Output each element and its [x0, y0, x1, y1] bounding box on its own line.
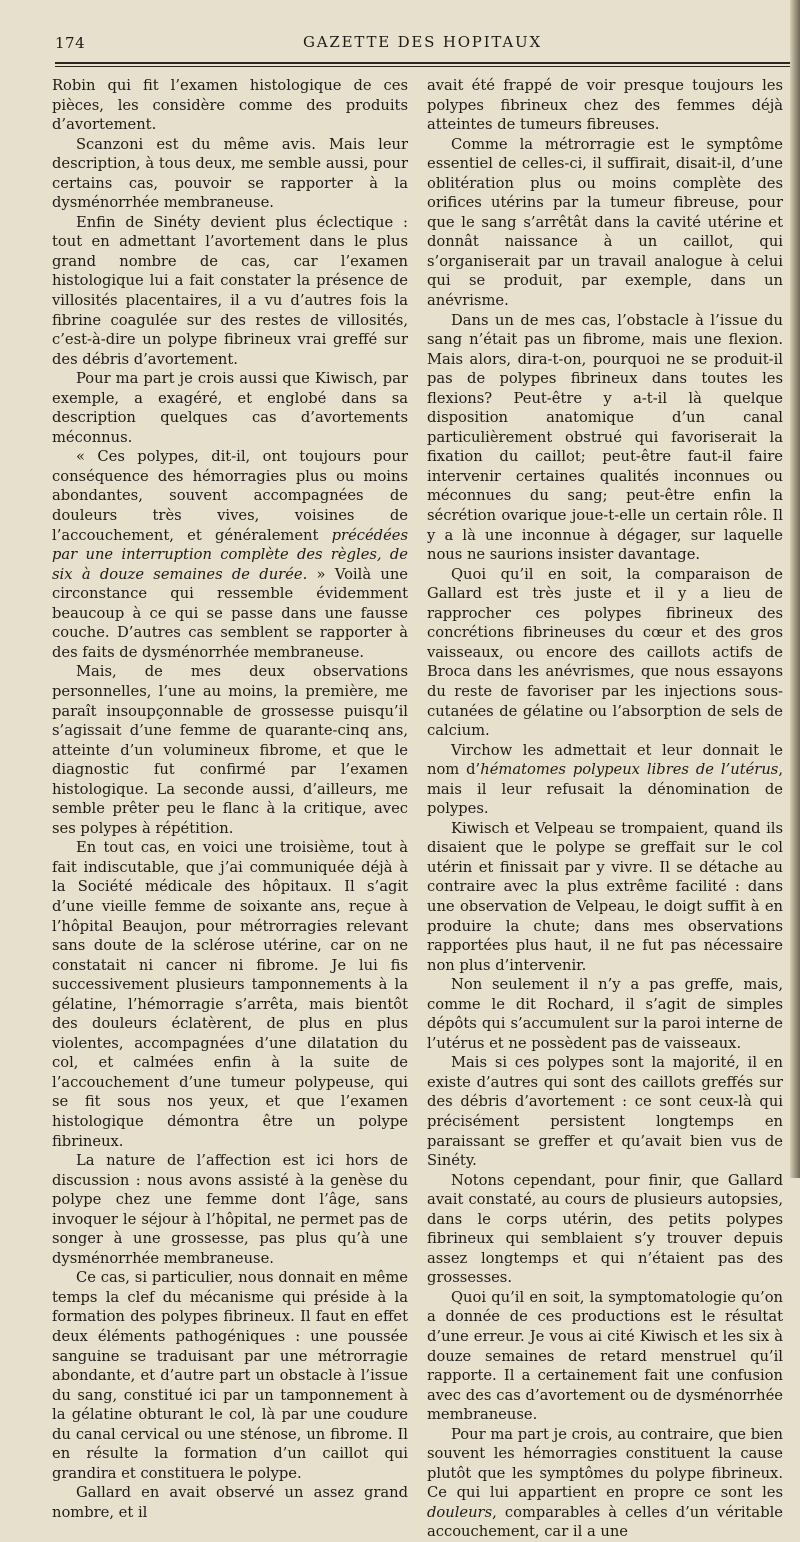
paragraph: Notons cependant, pour finir, que Gallard avait constaté, au cours de plusieurs autopsies, dans le corps utérin, des petits polypes fibrineux qui semblaient s’y trouver depuis assez longtemps et qui n’étaient pas des grossesses.	[427, 1171, 783, 1287]
paragraph: Pour ma part je crois aussi que Kiwisch, par exemple, a exagéré, et englobé dans sa description quelques cas d’avortements méconnus.	[52, 370, 408, 446]
paragraph: La nature de l’affection est ici hors de discussion : nous avons assisté à la genèse du polype chez une femme dont l’âge, sans invoquer le séjour à l’hôpital, ne permet pas de songer à une grossesse, pas plus qu’à une dysménorrhée membraneuse.	[52, 1152, 408, 1267]
paragraph: Kiwisch et Velpeau se trompaient, quand ils disaient que le polype se greffait sur le col utérin et finissait par y vivre. Il se détache au contraire avec la plus extrême facilité : dans une observation de Velpeau, le doigt suffit à en produire la chute; dans mes observations rapportées plus haut, il ne fut pas nécessaire non plus d’intervenir.	[427, 819, 783, 974]
header-rule	[55, 62, 790, 64]
paragraph: Mais si ces polypes sont la majorité, il en existe d’autres qui sont des caillots greffés sur des débris d’avortement : ce sont ceux-là qui précisément persistent longtemps en paraissant se greffer et qu’avait bien vus de Sinéty.	[427, 1054, 783, 1170]
paragraph: Quoi qu’il en soit, la symptomatologie qu’on a donnée de ces productions est le résultat d’une erreur. Je vous ai cité Kiwisch et les six à douze semaines de retard menstruel qu’il rapporte. Il a certainement fait une confusion avec des cas d’avortement ou de dysménorrhée membraneuse.	[427, 1288, 783, 1424]
paragraph: « Ces polypes, dit-il, ont toujours pour conséquence des hémorragies plus ou moins abondantes, souvent accompagnées de douleurs très vives, voisines de l’accouchement, et généralement précédées par une interruption complète des règles, de six à douze semaines de durée. » Voilà une circonstance qui ressemble évidemment beaucoup à ce qui se passe dans une fausse couche. D’autres cas semblent se rapporter à des faits de dysménorrhée membraneuse.	[52, 448, 408, 661]
running-title: GAZETTE DES HOPITAUX	[303, 33, 542, 51]
paragraph: avait été frappé de voir presque toujours les polypes fibrineux chez des femmes déjà atteintes de tumeurs fibreuses.	[427, 77, 783, 134]
italic-phrase: précédées par une interruption complète des règles, de six à douze semaines de durée.	[52, 526, 408, 583]
paragraph: Ce cas, si particulier, nous donnait en même temps la clef du mécanisme qui préside à la formation des polypes fibrineux. Il faut en effet deux éléments pathogéniques : une poussée sanguine se traduisant par une métrorragie abondante, et d’autre part un obstacle à l’issue du sang, constitué ici par un tamponnement à la gélatine obturant le col, là par une coudure du canal cervical ou une sténose, un fibrome. Il en résulte la formation d’un caillot qui grandira et constituera le polype.	[52, 1269, 408, 1482]
page-number: 174	[55, 34, 86, 52]
italic-phrase: douleurs	[427, 1503, 493, 1521]
paragraph: Pour ma part je crois, au contraire, que bien souvent les hémorragies constituent la cause plutôt que les symptômes du polype fibrineux. Ce qui lui appartient en propre ce sont les douleurs, comparables à celles d’un véritable accouchement, car il a une	[427, 1425, 783, 1541]
paragraph: Comme la métrorragie est le symptôme essentiel de celles-ci, il suffirait, disait-il, d’une oblitération plus ou moins complète des orifices utérins par la tumeur fibreuse, pour que le sang s’arrêtât dans la cavité utérine et donnât naissance à un caillot, qui s’organiserait par un travail analogue à celui qui se produit, par exemple, dans un anévrisme.	[427, 135, 783, 310]
paragraph: Robin qui fit l’examen histologique de ces pièces, les considère comme des produits d’avortement.	[52, 77, 408, 134]
paragraph: Gallard en avait observé un assez grand nombre, et il	[52, 1484, 408, 1521]
running-header	[55, 33, 790, 55]
paragraph: Non seulement il n’y a pas greffe, mais, comme le dit Rochard, il s’agit de simples dépôts qui s’accumulent sur la paroi interne de l’utérus et ne possèdent pas de vaisseaux.	[427, 976, 783, 1052]
paragraph: Dans un de mes cas, l’obstacle à l’issue du sang n’était pas un fibrome, mais une flexion. Mais alors, dira-t-on, pourquoi ne se produit-il pas de polypes fibrineux dans toutes les flexions? Peut-être y a-t-il là quelque disposition anatomique d’un canal particulièrement obstrué qui favoriserait la fixation du caillot; peut-être faut-il faire intervenir certaines qualités inconnues ou méconnues du sang; peut-être enfin la sécrétion ovarique joue-t-elle un certain rôle. Il y a là une inconnue à dégager, sur laquelle nous ne saurions insister davantage.	[427, 311, 783, 564]
paragraph: Virchow les admettait et leur donnait le nom d’hématomes polypeux libres de l’utérus, mais il leur refusait la dénomination de polypes.	[427, 741, 783, 818]
header-rule-thin	[55, 66, 790, 67]
paragraph: Scanzoni est du même avis. Mais leur description, à tous deux, me semble aussi, pour certains cas, pouvoir se rapporter à la dysménorrhée membraneuse.	[52, 135, 408, 212]
right-column	[427, 76, 783, 1542]
paragraph: En tout cas, en voici une troisième, tout à fait indiscutable, que j’ai communiquée déjà à la Société médicale des hôpitaux. Il s’agit d’une vieille femme de soixante ans, reçue à l’hôpital Beaujon, pour métrorragies relevant sans doute de la sclérose utérine, car on ne constatait ni cancer ni fibrome. Je lui fis successivement plusieurs tamponnements à la gélatine, l’hémorragie s’arrêta, mais bientôt des douleurs éclatèrent, de plus en plus violentes, accompagnées d’une dilatation du col, et calmées enfin à la suite de l’accouchement d’une tumeur polypeuse, qui se fit sous nos yeux, et que l’examen histologique démontra être un polype fibrineux.	[52, 839, 408, 1150]
italic-phrase: hématomes polypeux libres de l’utérus	[480, 761, 779, 779]
paragraph: Enfin de Sinéty devient plus éclectique : tout en admettant l’avortement dans le plus grand nombre de cas, car l’examen histologique lui a fait constater la présence de villosités placentaires, il a vu d’autres fois la fibrine coagulée sur des restes de villosités, c’est-à-dire un polype fibrineux vrai greffé sur des débris d’avortement.	[52, 213, 408, 368]
left-column	[52, 76, 408, 1522]
paragraph: Quoi qu’il en soit, la comparaison de Gallard est très juste et il y a lieu de rapprocher ces polypes fibrineux des concrétions fibrineuses du cœur et des gros vaisseaux, ou encore des caillots actifs de Broca dans les anévrismes, que nous essayons du reste de favoriser par les injections sous-cutanées de gélatine ou l’absorption de sels de calcium.	[427, 565, 783, 740]
page-edge	[790, 0, 800, 1178]
paragraph: Mais, de mes deux observations personnelles, l’une au moins, la première, me paraît insoupçonnable de grossesse puisqu’il s’agissait d’une femme de quarante-cinq ans, atteinte d’un volumineux fibrome, et que le diagnostic fut confirmé par l’examen histologique. La seconde aussi, d’ailleurs, me semble prêter peu le flanc à la critique, avec ses polypes à répétition.	[52, 663, 408, 837]
